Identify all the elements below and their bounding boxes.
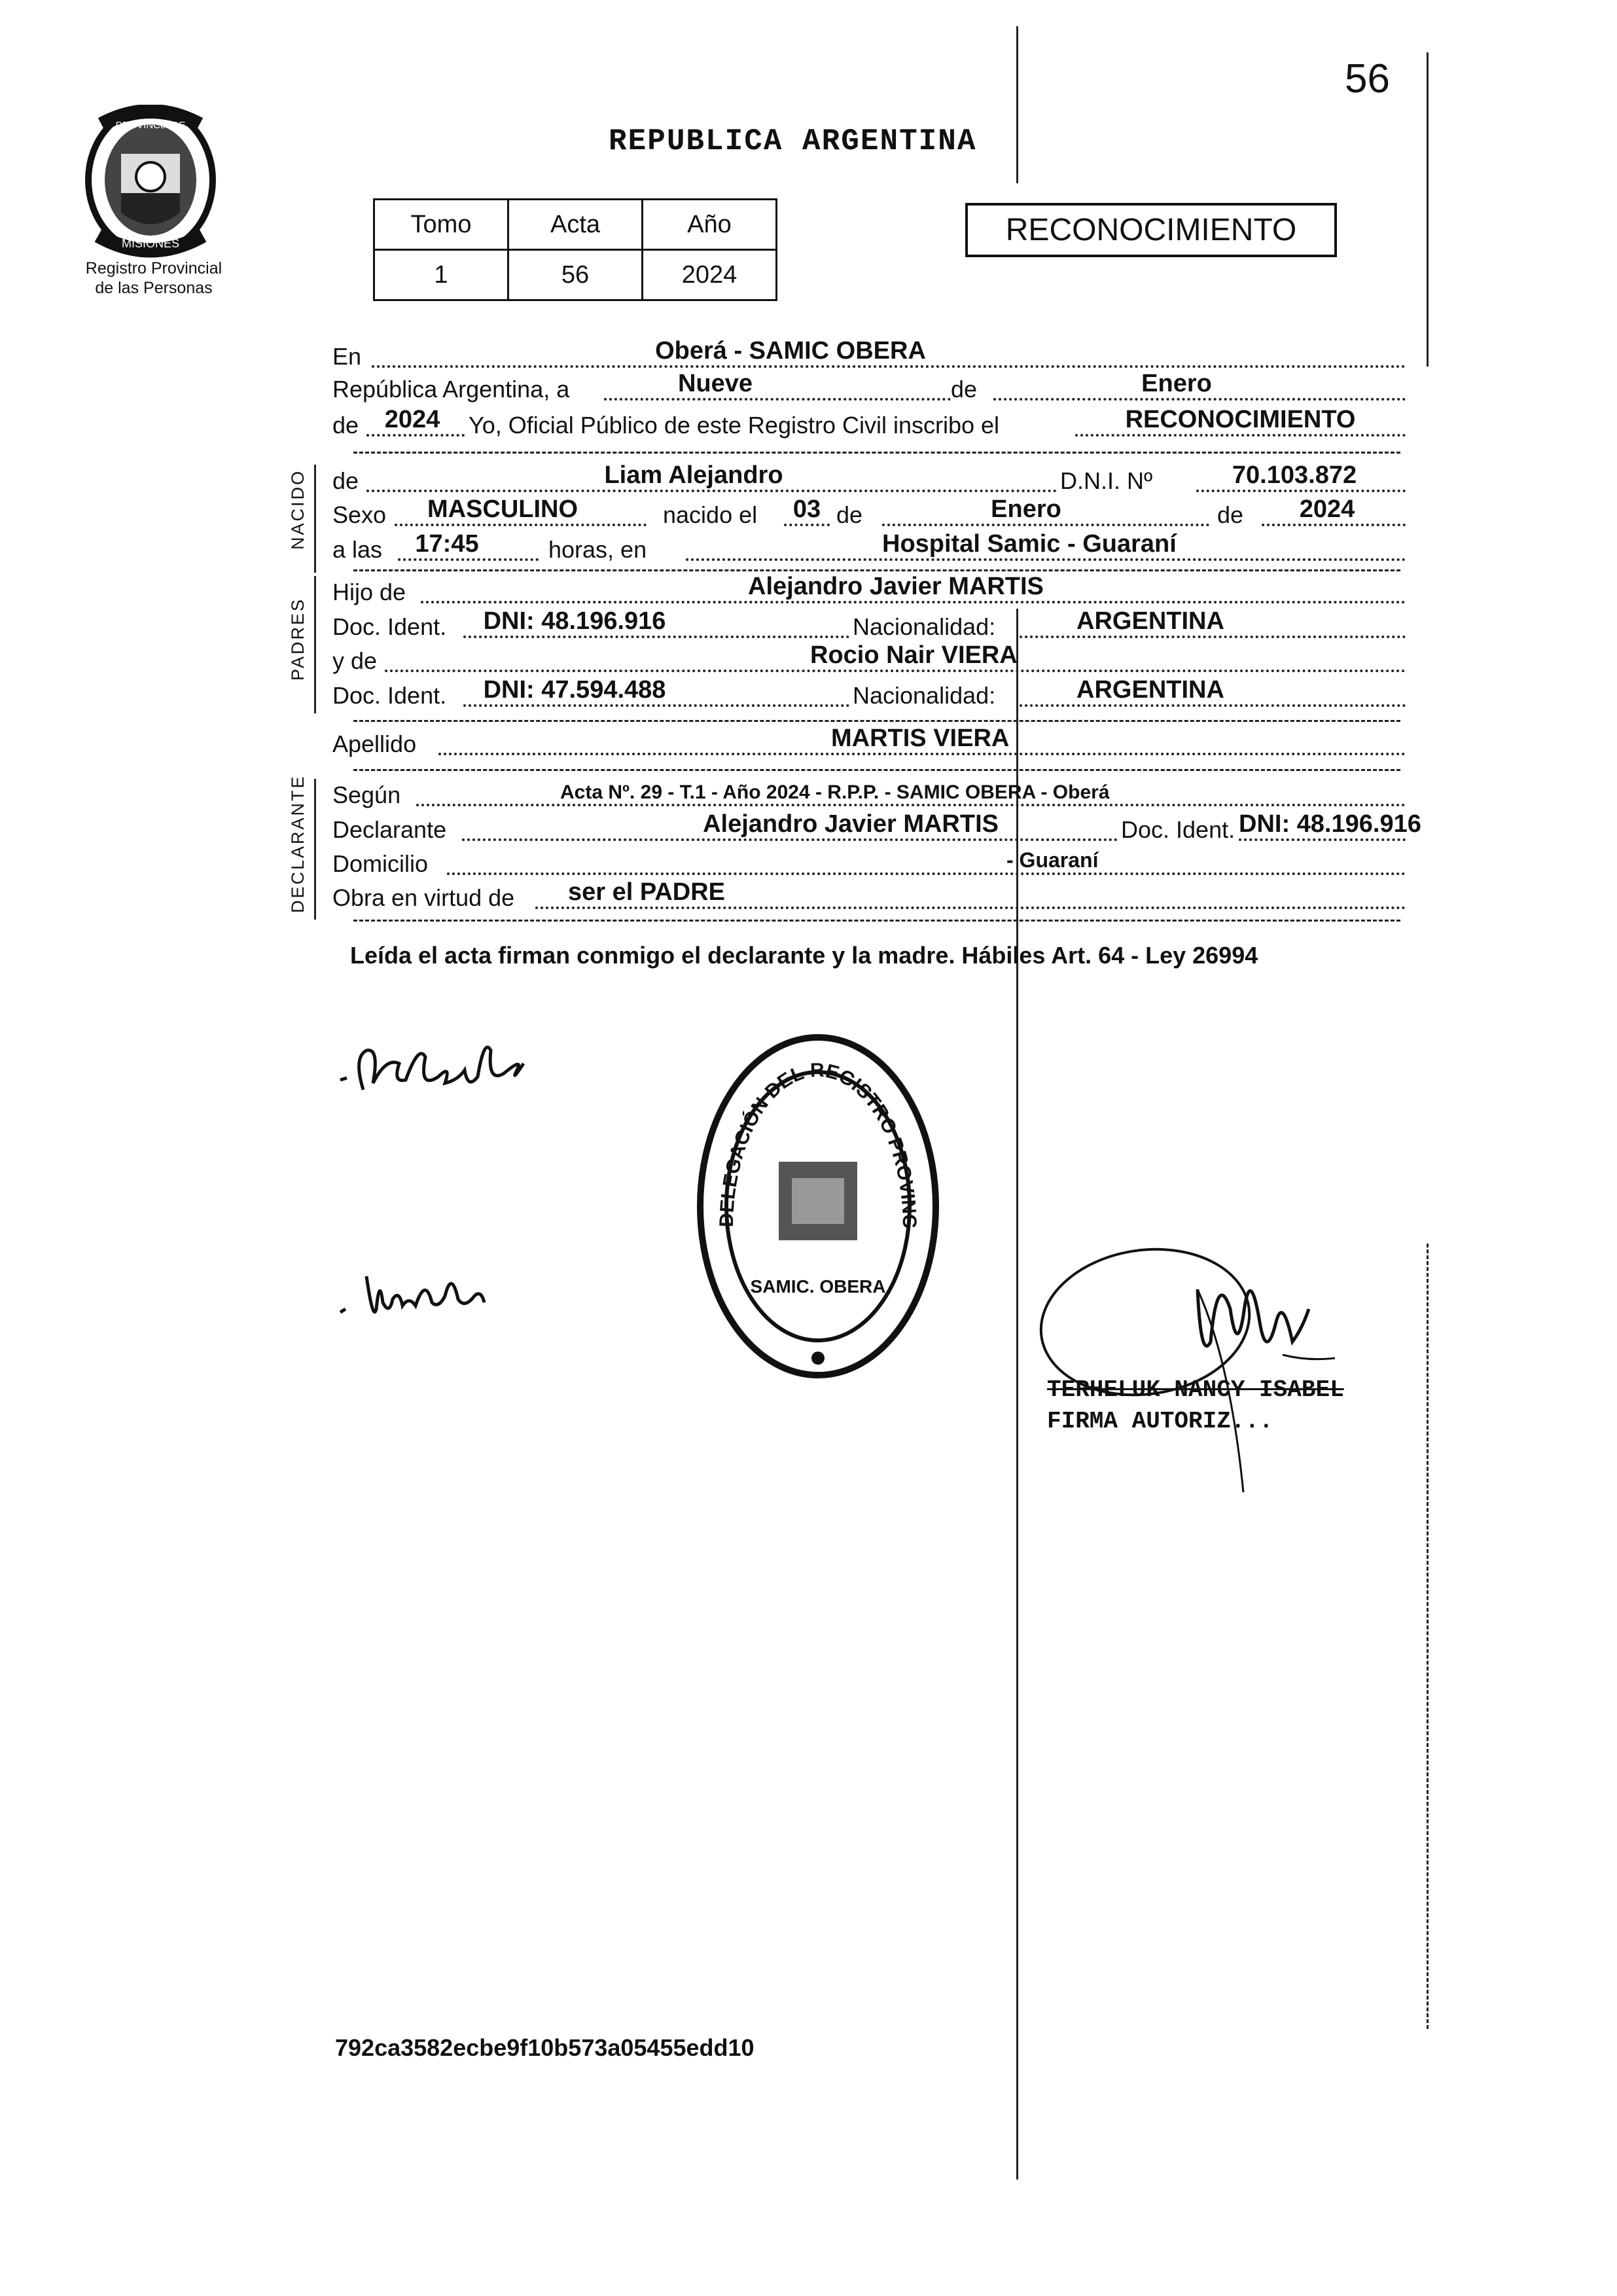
form-row-birth-time — [332, 530, 1406, 566]
form-row-father — [332, 573, 1406, 609]
month-value: Enero — [1141, 370, 1212, 397]
year-value: 2024 — [384, 406, 440, 433]
dotted-line — [438, 753, 1406, 755]
registry-caption-line-1: Registro Provincial — [85, 259, 222, 278]
form-row-apellido — [332, 725, 1406, 761]
de-label-2: de — [332, 412, 359, 439]
registry-caption — [69, 259, 239, 298]
nacido-label: nacido el — [663, 501, 758, 528]
dotted-line — [447, 872, 1406, 875]
dotted-line — [1020, 704, 1406, 707]
logo-top-text: PROVINCIA DE — [115, 120, 186, 131]
nacionalidad-label: Nacionalidad: — [853, 613, 996, 640]
dotted-line — [416, 804, 1406, 806]
form-row-obra — [332, 878, 1406, 914]
scan-line — [1427, 1244, 1429, 2029]
section-bracket — [314, 576, 316, 713]
father-name: Alejandro Javier MARTIS — [748, 573, 1044, 600]
section-bracket — [314, 779, 316, 920]
acta-header: Acta — [508, 200, 643, 250]
dotted-line — [1239, 838, 1406, 841]
sexo-value: MASCULINO — [427, 495, 578, 523]
official-role: FIRMA AUTORIZ... — [1047, 1408, 1273, 1435]
dotted-line — [398, 558, 539, 561]
birth-time: 17:45 — [415, 530, 479, 558]
record-type-box: RECONOCIMIENTO — [965, 203, 1337, 257]
form-row-segun — [332, 779, 1406, 812]
stamp-location: SAMIC. OBERA — [750, 1276, 886, 1297]
act-value: RECONOCIMIENTO — [1125, 406, 1356, 433]
official-name: TERHELUK NANCY ISABEL — [1047, 1376, 1344, 1403]
volume-table — [373, 198, 777, 301]
padres-section-label: PADRES — [288, 597, 308, 681]
horas-label: horas, en — [548, 536, 647, 563]
child-name: Liam Alejandro — [604, 461, 783, 489]
birth-month: Enero — [991, 495, 1061, 523]
dotted-line — [463, 636, 849, 638]
hijo-label: Hijo de — [332, 579, 406, 605]
document-hash: 792ca3582ecbe9f10b573a05455edd10 — [335, 2034, 755, 2061]
dotted-line — [784, 524, 830, 526]
dotted-line — [395, 524, 647, 526]
mother-dni: DNI: 47.594.488 — [483, 676, 666, 704]
de-label-3: de — [836, 501, 863, 528]
dotted-line — [421, 601, 1406, 603]
doc-label: Doc. Ident. — [332, 613, 447, 640]
dotted-line — [385, 670, 1406, 672]
dotted-line — [366, 434, 465, 437]
declarante-label: Declarante — [332, 816, 447, 843]
en-label: En — [332, 343, 362, 370]
obra-value: ser el PADRE — [567, 878, 726, 906]
dotted-line — [882, 524, 1209, 526]
tomo-header: Tomo — [374, 200, 508, 250]
form-row-father-doc — [332, 607, 1406, 643]
scan-line — [1016, 26, 1018, 183]
divider — [353, 452, 1400, 454]
oficial-text: Yo, Oficial Público de este Registro Civil inscribo el — [469, 412, 1000, 439]
father-nationality: ARGENTINA — [1076, 607, 1224, 635]
document-title: REPUBLICA ARGENTINA — [609, 124, 977, 158]
section-bracket — [314, 465, 316, 573]
apellido-value: MARTIS VIERA — [831, 725, 1010, 752]
nacionalidad-label-2: Nacionalidad: — [853, 682, 996, 709]
dni-label: D.N.I. Nº — [1060, 467, 1153, 494]
dotted-line — [1196, 490, 1406, 492]
nacido-section-label: NACIDO — [288, 469, 308, 550]
dotted-line — [1262, 524, 1406, 526]
form-row-child — [332, 461, 1406, 497]
doc-label-2: Doc. Ident. — [332, 682, 447, 709]
day-value: Nueve — [677, 370, 753, 397]
stamp-text: DELEGACIÓN DEL REGISTRO PROVINC — [715, 1059, 921, 1229]
segun-label: Según — [332, 781, 401, 808]
sexo-label: Sexo — [332, 501, 387, 528]
form-row-en — [332, 337, 1406, 373]
dotted-line — [993, 398, 1406, 401]
declarant-signature — [327, 1018, 543, 1109]
apellido-label: Apellido — [332, 730, 417, 757]
dotted-line — [535, 906, 1406, 909]
declarante-dni: DNI: 48.196.916 — [1239, 810, 1421, 838]
divider — [353, 920, 1400, 922]
obra-label: Obra en virtud de — [332, 884, 515, 911]
form-row-date — [332, 370, 1406, 406]
declarante-section-label: DECLARANTE — [288, 774, 308, 913]
birth-place: Hospital Samic - Guaraní — [882, 530, 1177, 558]
tomo-value: 1 — [374, 250, 508, 300]
anio-header: Año — [643, 200, 777, 250]
dotted-line — [1020, 636, 1406, 638]
page-number: 56 — [1345, 56, 1390, 101]
form-row-domicilio — [332, 848, 1406, 880]
dotted-line — [604, 398, 951, 401]
dotted-line — [686, 558, 1406, 561]
child-label: de — [332, 467, 359, 494]
divider — [353, 569, 1400, 571]
scan-line — [1427, 52, 1429, 367]
volume-table-header — [374, 200, 777, 250]
volume-table-values — [374, 250, 777, 300]
birth-year: 2024 — [1299, 495, 1355, 523]
child-dni: 70.103.872 — [1232, 461, 1357, 489]
closing-statement: Leída el acta firman conmigo el declarante y la madre. Hábiles Art. 64 - Ley 26994 — [350, 942, 1258, 969]
de-label: de — [951, 376, 978, 403]
domicilio-label: Domicilio — [332, 850, 429, 877]
acta-value: 56 — [508, 250, 643, 300]
form-row-year — [332, 406, 1406, 442]
en-value: Oberá - SAMIC OBERA — [655, 337, 926, 365]
divider — [353, 769, 1400, 771]
form-row-mother — [332, 641, 1406, 677]
official-stamp — [694, 1031, 942, 1381]
doc-label-3: Doc. Ident. — [1121, 816, 1235, 843]
divider — [353, 720, 1400, 722]
dotted-line — [463, 704, 849, 707]
dotted-line — [462, 838, 1118, 841]
segun-value: Acta Nº. 29 - T.1 - Año 2024 - R.P.P. - SAMIC OBERA - Oberá — [560, 781, 1110, 803]
father-dni: DNI: 48.196.916 — [483, 607, 666, 635]
dotted-line — [366, 490, 1057, 492]
declarante-value: Alejandro Javier MARTIS — [703, 810, 999, 838]
de-label-4: de — [1217, 501, 1244, 528]
dotted-line — [372, 365, 1406, 368]
official-name-block — [1047, 1374, 1344, 1437]
republica-label: República Argentina, a — [332, 376, 570, 403]
mother-name: Rocio Nair VIERA — [810, 641, 1018, 669]
birth-day: 03 — [792, 495, 821, 523]
form-row-sexo — [332, 495, 1406, 531]
dotted-line — [1075, 434, 1406, 437]
domicilio-value: - Guaraní — [1006, 848, 1099, 872]
logo-bottom-text: MISIONES — [121, 237, 180, 250]
form-row-declarante — [332, 810, 1421, 846]
official-signature — [1034, 1230, 1400, 1512]
coat-of-arms-logo — [75, 105, 226, 262]
y-de-label: y de — [332, 647, 378, 674]
mother-nationality: ARGENTINA — [1076, 676, 1224, 704]
anio-value: 2024 — [643, 250, 777, 300]
registry-caption-line-2: de las Personas — [95, 279, 213, 297]
form-row-mother-doc — [332, 676, 1406, 712]
a-las-label: a las — [332, 536, 383, 563]
mother-signature — [327, 1250, 524, 1329]
